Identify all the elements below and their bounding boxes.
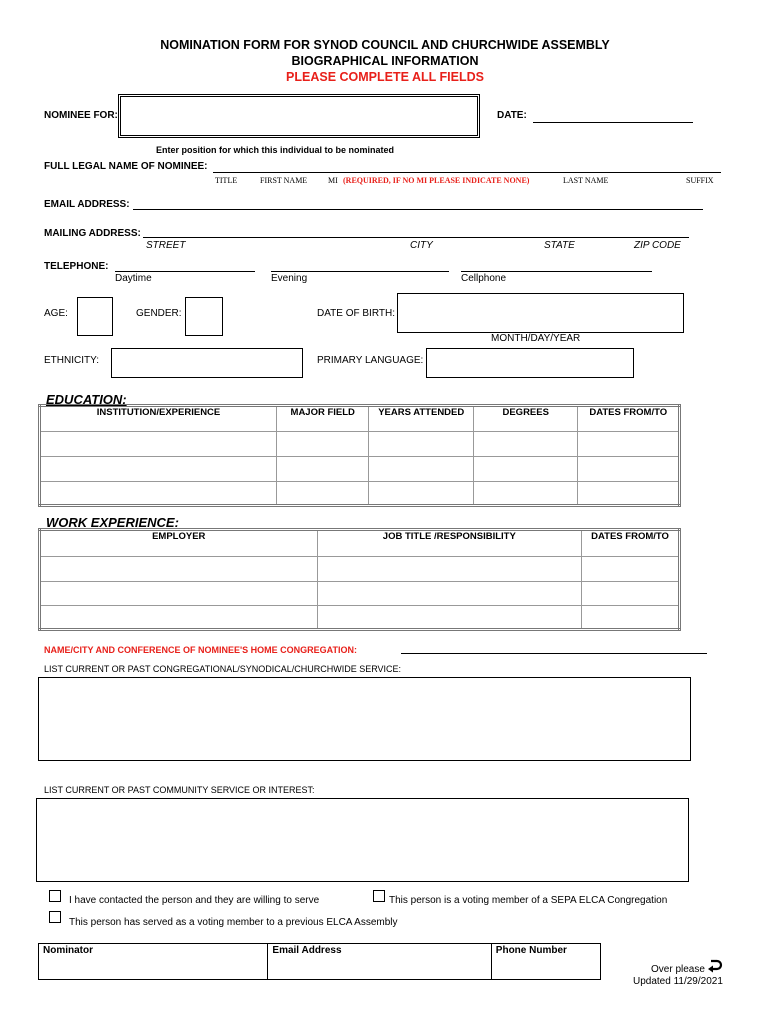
nominator-field[interactable]: Nominator	[39, 944, 268, 980]
nominator-email-field[interactable]: Email Address	[268, 944, 491, 980]
table-row[interactable]	[40, 432, 680, 457]
work-col-job-title: JOB TITLE /RESPONSIBILITY	[317, 530, 582, 557]
complete-all-notice: PLEASE COMPLETE ALL FIELDS	[286, 70, 484, 84]
telephone-label: TELEPHONE:	[44, 261, 109, 272]
email-input[interactable]	[133, 209, 703, 210]
previous-assembly-checkbox[interactable]	[49, 911, 61, 923]
date-label: DATE:	[497, 110, 527, 121]
table-row[interactable]	[40, 457, 680, 482]
updated-date: Updated 11/29/2021	[633, 976, 723, 987]
work-col-dates: DATES FROM/TO	[582, 530, 680, 557]
previous-assembly-label: This person has served as a voting member to a previous ELCA Assembly	[69, 917, 398, 928]
church-service-input[interactable]	[38, 677, 691, 761]
work-experience-heading: WORK EXPERIENCE:	[46, 515, 179, 530]
community-service-label: LIST CURRENT OR PAST COMMUNITY SERVICE OR INTEREST:	[44, 785, 315, 795]
work-experience-table	[38, 528, 681, 631]
name-mi-caption: MI	[328, 176, 338, 185]
ethnicity-input[interactable]	[111, 348, 303, 378]
phone-evening-caption: Evening	[271, 273, 308, 284]
education-heading: EDUCATION:	[46, 392, 127, 407]
edu-col-years: YEARS ATTENDED	[369, 406, 474, 432]
email-label: EMAIL ADDRESS:	[44, 199, 130, 210]
willing-to-serve-label: I have contacted the person and they are willing to serve	[69, 895, 320, 906]
voting-member-label: This person is a voting member of a SEPA ELCA Congregation	[389, 895, 668, 906]
edu-col-degrees: DEGREES	[473, 406, 577, 432]
dob-input[interactable]	[397, 293, 684, 333]
age-label: AGE:	[44, 308, 68, 319]
form-subtitle: BIOGRAPHICAL INFORMATION	[291, 54, 479, 68]
phone-daytime-input[interactable]	[115, 271, 255, 272]
age-input[interactable]	[77, 297, 113, 336]
date-input[interactable]	[533, 122, 693, 123]
dob-label: DATE OF BIRTH:	[317, 308, 395, 319]
arrow-turn-icon	[707, 958, 723, 974]
voting-member-checkbox[interactable]	[373, 890, 385, 902]
primary-language-input[interactable]	[426, 348, 634, 378]
edu-col-institution: INSTITUTION/EXPERIENCE	[40, 406, 277, 432]
gender-input[interactable]	[185, 297, 223, 336]
address-state-caption: STATE	[544, 240, 575, 251]
table-row[interactable]	[40, 606, 680, 630]
table-row[interactable]	[40, 582, 680, 606]
address-street-caption: STREET	[146, 240, 186, 251]
name-last-caption: LAST NAME	[563, 176, 609, 185]
nominator-phone-field[interactable]: Phone Number	[491, 944, 600, 980]
over-please-text: Over please	[651, 964, 705, 975]
full-name-label: FULL LEGAL NAME OF NOMINEE:	[44, 161, 208, 172]
phone-cell-caption: Cellphone	[461, 273, 507, 284]
education-table	[38, 404, 681, 507]
phone-daytime-caption: Daytime	[115, 273, 152, 284]
name-suffix-caption: SUFFIX	[686, 176, 714, 185]
dob-hint: MONTH/DAY/YEAR	[491, 333, 581, 344]
name-first-caption: FIRST NAME	[260, 176, 308, 185]
home-congregation-label: NAME/CITY AND CONFERENCE OF NOMINEE'S HOME CONGREGATION:	[44, 645, 357, 655]
mailing-address-input[interactable]	[143, 237, 689, 238]
church-service-label: LIST CURRENT OR PAST CONGREGATIONAL/SYNODICAL/CHURCHWIDE SERVICE:	[44, 664, 402, 674]
address-zip-caption: ZIP CODE	[634, 240, 681, 251]
primary-language-label: PRIMARY LANGUAGE:	[317, 355, 424, 366]
home-congregation-input[interactable]	[401, 653, 707, 654]
nominee-for-hint: Enter position for which this individual to be nominated	[156, 145, 395, 155]
community-service-input[interactable]	[36, 798, 689, 882]
edu-col-dates: DATES FROM/TO	[578, 406, 680, 432]
nominee-for-input[interactable]	[118, 94, 480, 138]
mailing-address-label: MAILING ADDRESS:	[44, 228, 141, 239]
form-title: NOMINATION FORM FOR SYNOD COUNCIL AND CHURCHWIDE ASSEMBLY	[160, 38, 610, 52]
name-title-caption: TITLE	[215, 176, 238, 185]
nominator-table	[38, 943, 601, 980]
phone-evening-input[interactable]	[271, 271, 449, 272]
table-row[interactable]	[40, 482, 680, 506]
table-row[interactable]	[40, 557, 680, 582]
edu-col-major: MAJOR FIELD	[276, 406, 368, 432]
gender-label: GENDER:	[136, 308, 182, 319]
work-col-employer: EMPLOYER	[40, 530, 318, 557]
full-name-input[interactable]	[213, 172, 721, 173]
willing-to-serve-checkbox[interactable]	[49, 890, 61, 902]
name-mi-note: (REQUIRED, IF NO MI PLEASE INDICATE NONE)	[343, 176, 530, 185]
address-city-caption: CITY	[410, 240, 433, 251]
ethnicity-label: ETHNICITY:	[44, 355, 100, 366]
phone-cell-input[interactable]	[461, 271, 652, 272]
nominee-for-label: NOMINEE FOR:	[44, 110, 118, 121]
